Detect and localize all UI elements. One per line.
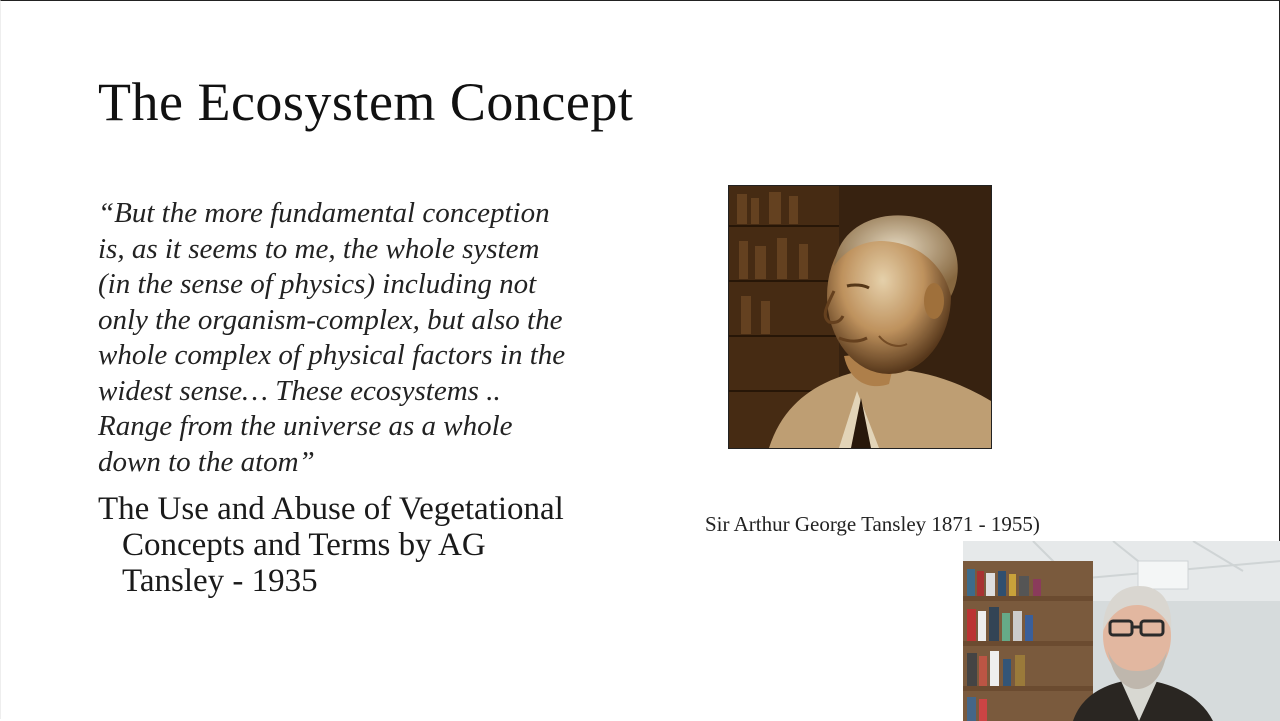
- portrait-caption: Sir Arthur George Tansley 1871 - 1955): [705, 512, 1040, 536]
- quote-line: is, as it seems to me, the whole system: [98, 232, 540, 265]
- presenter-webcam-video: [963, 541, 1280, 721]
- citation-line: The Use and Abuse of Vegetational: [98, 491, 564, 527]
- tansley-portrait-image: [728, 185, 992, 449]
- slide-title: The Ecosystem Concept: [98, 72, 634, 132]
- citation-line: Concepts and Terms by AG: [122, 527, 486, 563]
- tansley-quote: [98, 196, 658, 480]
- citation-line: Tansley - 1935: [122, 563, 318, 599]
- quote-line: only the organism-complex, but also the: [98, 303, 563, 336]
- presenter-illustration: [963, 541, 1280, 721]
- quote-line: down to the atom”: [98, 445, 315, 478]
- quote-line: Range from the universe as a whole: [98, 410, 513, 442]
- quote-line: widest sense… These ecosystems ..: [98, 374, 501, 407]
- quote-line: whole complex of physical factors in the: [98, 339, 566, 371]
- quote-line: (in the sense of physics) including not: [98, 268, 537, 300]
- quote-citation: [98, 491, 658, 599]
- portrait-illustration: [729, 186, 991, 448]
- quote-line: “But the more fundamental conception: [98, 197, 550, 229]
